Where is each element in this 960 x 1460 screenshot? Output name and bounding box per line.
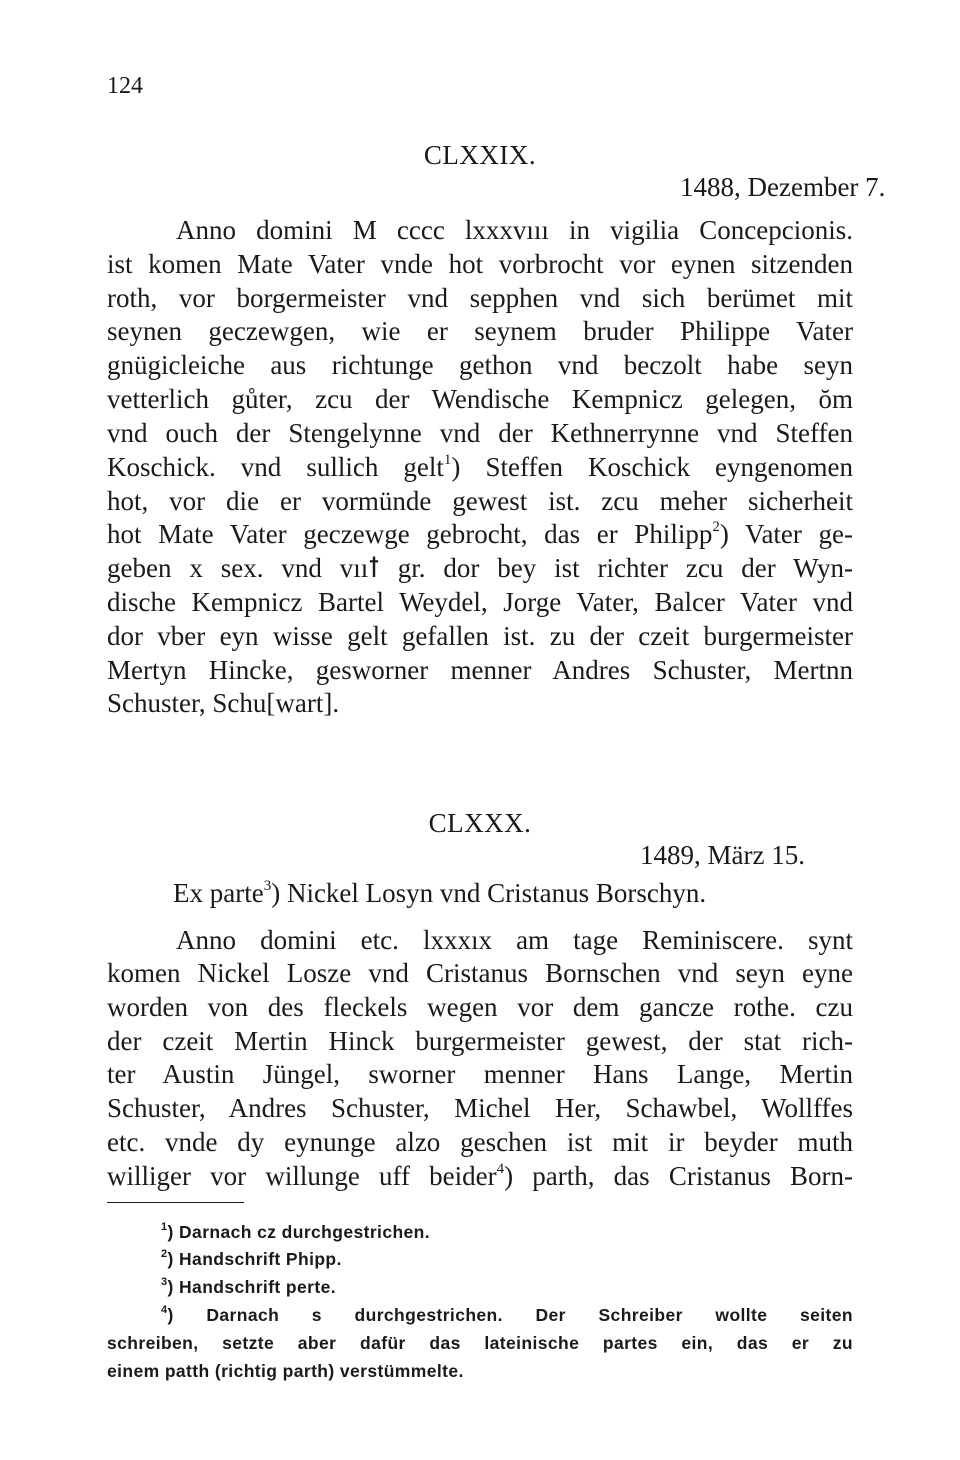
- document-date: 1489, März 15.: [640, 840, 805, 870]
- text-line: ist komen Mate Vater vnde hot vorbrocht vor eynen sitzenden: [107, 249, 853, 279]
- line-text: williger vor willunge uff beider: [107, 1161, 497, 1191]
- text-line: der czeit Mertin Hinck burgermeister gewest, der stat rich-: [107, 1026, 853, 1056]
- footnote: [161, 1276, 336, 1298]
- footnote: [161, 1304, 853, 1326]
- text-line: etc. vnde dy eynunge alzo geschen ist mit ir beyder muth: [107, 1127, 853, 1157]
- footnote: [161, 1248, 342, 1270]
- footnote-text: ) Darnach cz durchgestrichen.: [167, 1222, 431, 1242]
- heading-text: Ex parte: [173, 878, 264, 908]
- text-line: seynen geczewgen, wie er seynem bruder Philippe Vater: [107, 316, 853, 346]
- text-line: Schuster, Schu[wart].: [107, 688, 340, 718]
- footnote-reference: 4: [496, 1161, 505, 1177]
- footnote-reference: 2: [712, 519, 720, 535]
- text-line: geben x sex. vnd vııꝉ gr. dor bey ist richter zcu der Wyn-: [107, 553, 853, 583]
- text-line: vetterlich gůter, zcu der Wendische Kempnicz gelegen, ŏm: [107, 384, 853, 414]
- line-text: hot Mate Vater geczewge gebrocht, das er Philipp: [107, 519, 713, 549]
- text-line: Anno domini M cccc lxxxvııı in vigilia Concepcionis.: [176, 215, 853, 245]
- heading-text: ) Nickel Losyn vnd Cristanus Borschyn.: [271, 878, 707, 908]
- text-line: Mertyn Hincke, gesworner menner Andres Schuster, Mertnn: [107, 655, 853, 685]
- text-line: vnd ouch der Stengelynne vnd der Kethnerrynne vnd Steffen: [107, 418, 853, 448]
- line-text: Koschick. vnd sullich gelt: [107, 452, 444, 482]
- text-line: [107, 1161, 853, 1191]
- text-line: roth, vor borgermeister vnd sepphen vnd sich berümet mit: [107, 283, 853, 313]
- line-text: ) parth, das Cristanus Born-: [504, 1161, 853, 1191]
- text-line: hot, vor die er vormünde gewest ist. zcu meher sicherheit: [107, 486, 853, 516]
- footnote-continuation: einem patth (richtig parth) verstümmelte.: [107, 1361, 464, 1381]
- footnote: [161, 1221, 430, 1243]
- text-line: gnügicleiche aus richtunge gethon vnd beczolt habe seyn: [107, 350, 853, 380]
- footnote-separator: [107, 1202, 244, 1203]
- footnote-text: ) Handschrift Phipp.: [167, 1249, 342, 1269]
- footnote-text: ) Darnach s durchgestrichen. Der Schreiber wollte seiten: [167, 1305, 853, 1325]
- footnote-continuation: schreiben, setzte aber dafür das lateinische partes ein, das er zu: [107, 1333, 853, 1353]
- document-number: CLXXIX.: [423, 140, 537, 170]
- document-number: CLXXX.: [428, 808, 532, 838]
- text-line: dor vber eyn wisse gelt gefallen ist. zu der czeit burgermeister: [107, 621, 853, 651]
- text-line: Anno domini etc. lxxxıx am tage Reminiscere. synt: [176, 925, 853, 955]
- footnote-text: ) Handschrift perte.: [167, 1277, 336, 1297]
- text-line: [107, 519, 853, 549]
- page-number: 124: [107, 73, 143, 99]
- line-text: ) Vater ge-: [719, 519, 853, 549]
- footnote-mark: 1: [161, 1221, 168, 1234]
- footnote-reference: 3: [263, 878, 272, 894]
- footnote-reference: 1: [443, 452, 452, 468]
- line-text: ) Steffen Koschick eyngenomen: [451, 452, 853, 482]
- footnote-mark: 4: [161, 1304, 168, 1317]
- footnote-mark: 3: [161, 1276, 168, 1289]
- document-date: 1488, Dezember 7.: [680, 172, 886, 202]
- text-line: ter Austin Jüngel, sworner menner Hans Lange, Mertin: [107, 1059, 853, 1089]
- text-line: worden von des fleckels wegen vor dem gancze rothe. czu: [107, 992, 853, 1022]
- text-line: komen Nickel Losze vnd Cristanus Bornschen vnd seyn eyne: [107, 958, 853, 988]
- text-line: Schuster, Andres Schuster, Michel Her, Schawbel, Wollffes: [107, 1093, 853, 1123]
- text-line: dische Kempnicz Bartel Weydel, Jorge Vater, Balcer Vater vnd: [107, 587, 853, 617]
- text-line: [107, 452, 853, 482]
- footnote-mark: 2: [161, 1248, 168, 1261]
- document-heading: [173, 878, 853, 908]
